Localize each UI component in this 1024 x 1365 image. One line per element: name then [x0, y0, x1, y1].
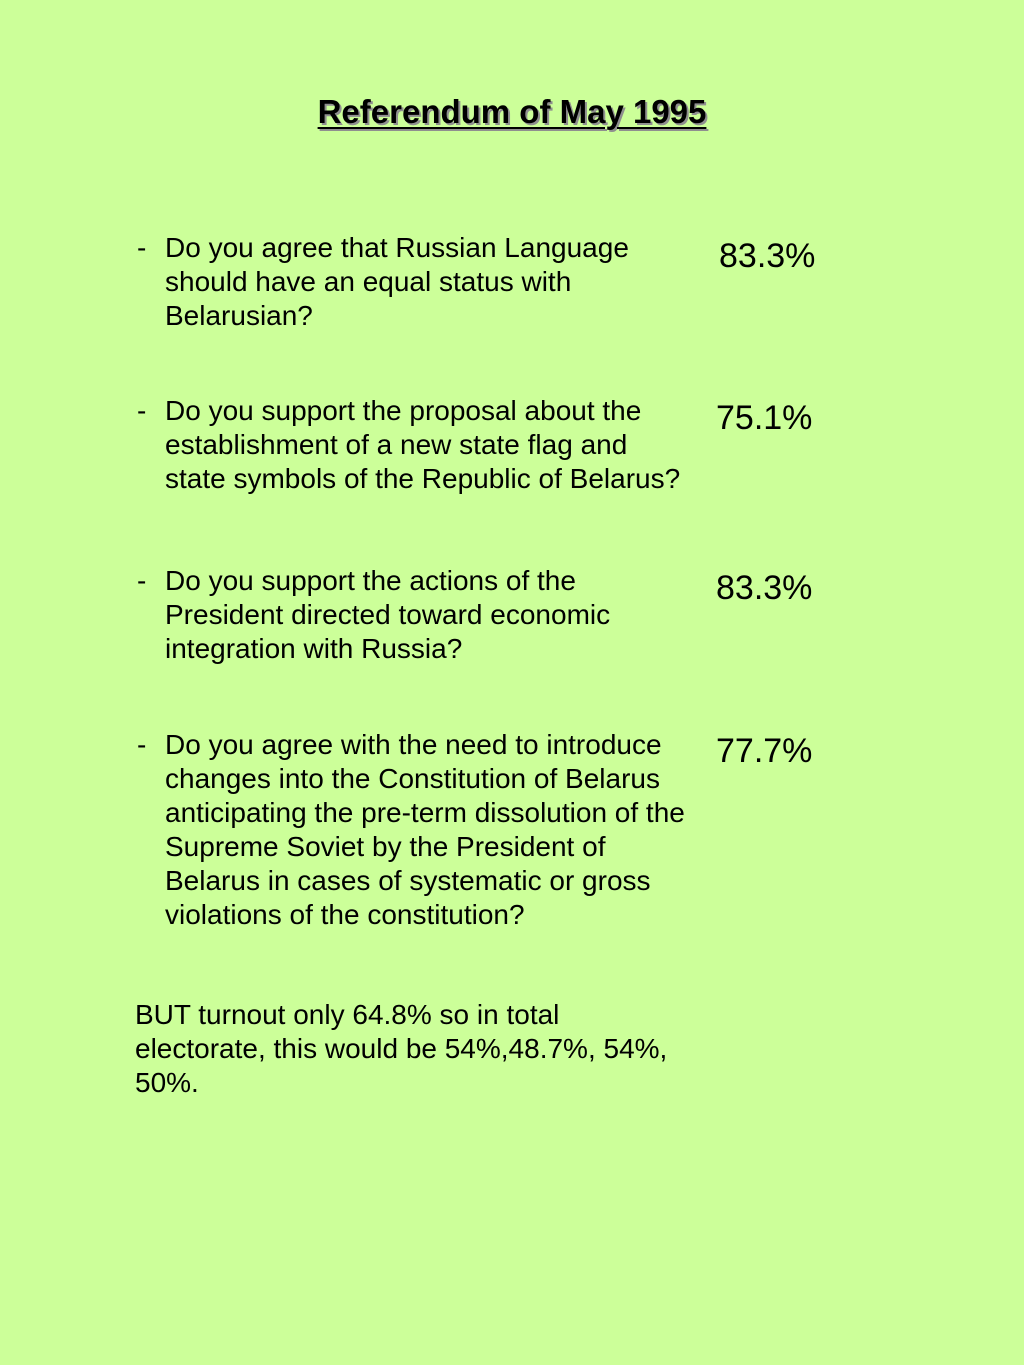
bullet-dash: - — [137, 729, 147, 760]
question-item-1 — [135, 231, 695, 333]
page-title — [0, 90, 1024, 134]
bullet-dash: - — [137, 565, 147, 596]
question-text: Do you support the actions of the President directed toward economic integration with Russia? — [165, 565, 611, 664]
question-item-3 — [135, 564, 695, 666]
question-text: Do you agree that Russian Language should have an equal status with Belarusian? — [165, 232, 629, 331]
bullet-dash: - — [137, 395, 147, 426]
bullet-dash: - — [137, 232, 147, 263]
question-item-4 — [135, 728, 695, 932]
turnout-note: BUT turnout only 64.8% so in total electorate, this would be 54%,48.7%, 54%, 50%. — [135, 999, 668, 1098]
question-result: 77.7% — [716, 732, 813, 770]
question-text: Do you agree with the need to introduce changes into the Constitution of Belarus anticipating the pre-term dissolution of the Supreme Soviet by the President of Belarus in cases of systematic or gross violations of the constitution? — [165, 729, 685, 930]
page-title-text: Referendum of May 1995 — [317, 93, 707, 130]
question-result: 75.1% — [716, 399, 813, 437]
question-result: 83.3% — [719, 237, 816, 275]
question-item-2 — [135, 394, 695, 496]
question-result: 83.3% — [716, 569, 813, 607]
question-text: Do you support the proposal about the establishment of a new state flag and state symbols of the Republic of Belarus? — [165, 395, 681, 494]
